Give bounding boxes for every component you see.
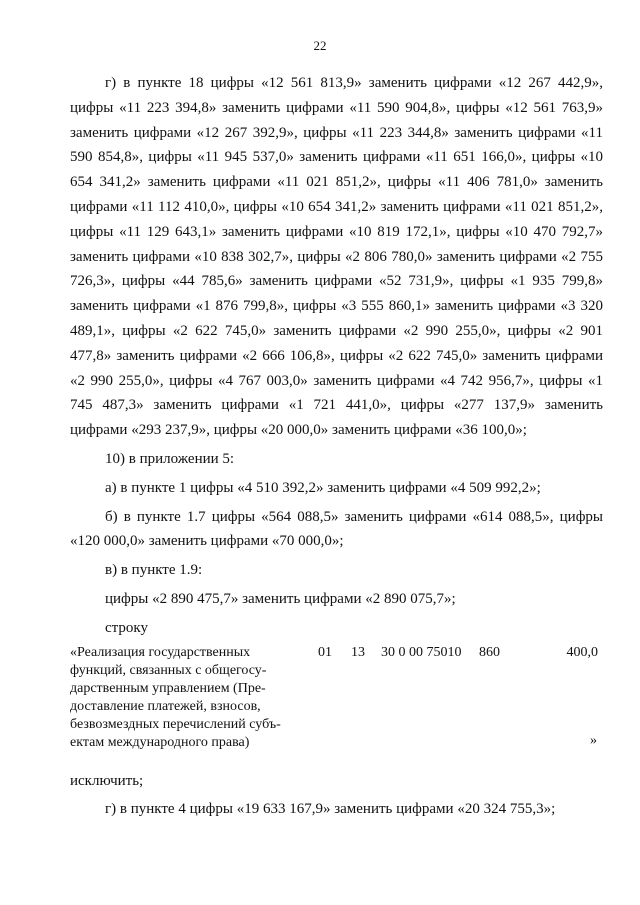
paragraph-item-g-point-4: г) в пункте 4 цифры «19 633 167,9» заменить цифрами «20 324 755,3»;	[105, 801, 556, 818]
target-article-code: 30 0 00 75010	[381, 644, 462, 660]
budget-table-row	[70, 644, 603, 767]
row-description-line: «Реализация государственных	[70, 644, 251, 660]
paragraph-item-b-point-1-7: б) в пункте 1.7 цифры «564 088,5» заменить цифрами «614 088,5», цифры «120 000,0» заменить цифрами «70 000,0»;	[70, 508, 603, 550]
row-description-line: дарственным управлением (Пре-	[70, 680, 266, 696]
row-description-line: безвозмездных перечислений субъ-	[70, 716, 281, 732]
row-description-line: ектам международного права)	[70, 734, 250, 750]
expense-type-code: 860	[479, 644, 500, 660]
page-number: 22	[313, 38, 327, 53]
document-body	[70, 71, 603, 822]
amount-value: 400,0	[566, 644, 598, 660]
paragraph-appendix-5: 10) в приложении 5:	[105, 450, 235, 467]
subsection-code: 13	[351, 644, 365, 660]
paragraph-item-g-point-18: г) в пункте 18 цифры «12 561 813,9» заменить цифрами «12 267 442,9», цифры «11 223 394,8» заменить цифрами «11 590 904,8», цифры «12 561 763,9» заменить цифрами «12 267 392,9», цифры «11 223 344,8» заменить цифрами «11 590 854,8», цифры «11 945 537,0» заменить цифрами «11 651 166,0», цифры «10 654 341,2» заменить цифрами «11 021 851,2», цифры «11 406 781,0» заменить цифрами «11 112 410,0», цифры «10 654 341,2» заменить цифрами «11 021 851,2», цифры «11 129 643,1» заменить цифрами «10 819 172,1», цифры «10 470 792,7» заменить цифрами «10 838 302,7», цифры «2 806 780,0» заменить цифрами «2 755 726,3», цифры «44 785,6» заменить цифрами «52 731,9», цифры «1 935 799,8» заменить цифрами «1 876 799,8», цифры «3 555 860,1» заменить цифрами «3 320 489,1», цифры «2 622 745,0» заменить цифрами «2 990 255,0», цифры «2 901 477,8» заменить цифрами «2 666 106,8», цифры «2 622 745,0» заменить цифрами «2 990 255,0», цифры «4 767 003,0» заменить цифрами «4 742 956,7», цифры «1 745 487,3» заменить цифрами «1 721 441,0», цифры «277 137,9» заменить цифрами «293 237,9», цифры «20 000,0» заменить цифрами «36 100,0»;	[70, 75, 603, 439]
row-description-line: доставление платежей, взносов,	[70, 698, 261, 714]
paragraph-item-a-point-1: а) в пункте 1 цифры «4 510 392,2» заменить цифрами «4 509 992,2»;	[105, 479, 541, 496]
section-code: 01	[318, 644, 332, 660]
paragraph-exclude: исключить;	[70, 772, 144, 789]
closing-quote: »	[590, 732, 597, 748]
paragraph-row-label: строку	[105, 619, 148, 636]
row-description-line: функций, связанных с общегосу-	[70, 662, 267, 678]
paragraph-item-v-point-1-9: в) в пункте 1.9:	[105, 562, 203, 579]
paragraph-figures-replacement: цифры «2 890 475,7» заменить цифрами «2 890 075,7»;	[105, 590, 456, 607]
row-description	[70, 644, 310, 752]
